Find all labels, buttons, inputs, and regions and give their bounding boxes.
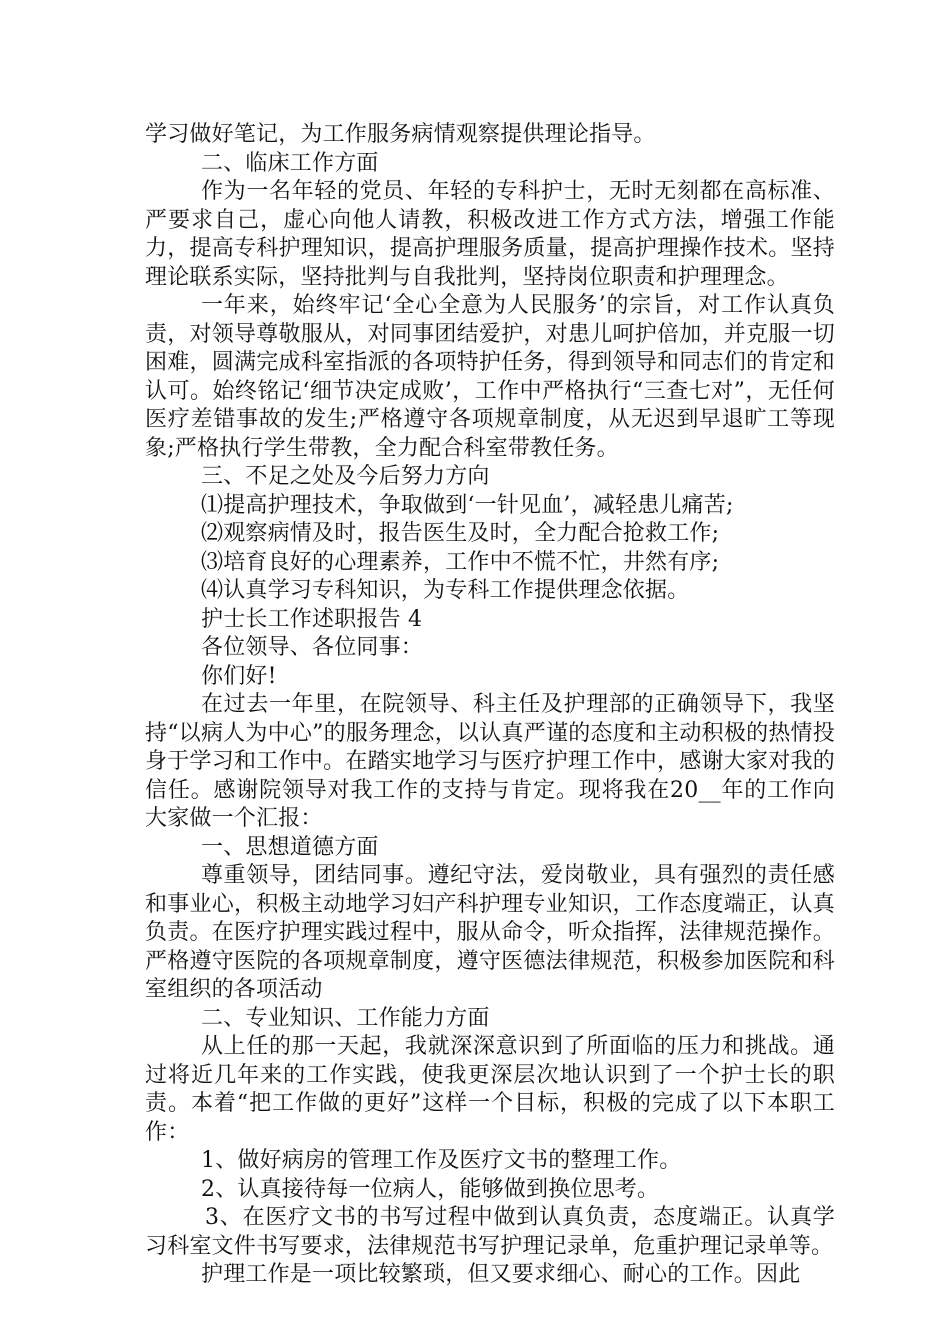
list-item: 2、认真接待每一位病人，能够做到换位思考。 [201, 1176, 660, 1202]
list-item: ⑵观察病情及时，报告医生及时，全力配合抢救工作; [201, 521, 720, 546]
paragraph: 学习做好笔记，为工作服务病情观察提供理论指导。 [145, 122, 656, 147]
section-heading: 一、思想道德方面 [201, 834, 379, 860]
paragraph: 尊重领导，团结同事。遵纪守法，爱岗敬业，具有强烈的责任感和事业心，积极主动地学习妇产科护理专业知识，工作态度端正，认真负责。在医疗护理实践过程中，服从命令，听众指挥，法律规范操作。严格遵守医院的各项规章制度，遵守医德法律规范，积极参加医院和科室组织的各项活动 [145, 863, 835, 1002]
list-item: ⑶培育良好的心理素养，工作中不慌不忙，井然有序; [201, 549, 720, 575]
list-item: 3、在医疗文书的书写过程中做到认真负责，态度端正。认真学习科室文件书写要求，法律规范书写护理记录单，危重护理记录单等。 [145, 1205, 835, 1259]
paragraph: 在过去一年里，在院领导、科主任及护理部的正确领导下，我坚持“以病人为中心”的服务理念，以认真严谨的态度和主动积极的热情投身于学习和工作中。在踏实地学习与医疗护理工作中，感谢大家对我的信任。感谢院领导对我工作的支持与肯定。现将我在20__年的工作向大家做一个汇报： [145, 692, 835, 831]
report-title: 护士长工作述职报告 4 [201, 606, 423, 632]
document-body [145, 121, 835, 1290]
list-item: 1、做好病房的管理工作及医疗文书的整理工作。 [201, 1148, 682, 1173]
paragraph: 从上任的那一天起，我就深深意识到了所面临的压力和挑战。通过将近几年来的工作实践，使我更深层次地认识到了一个护士长的职责。本着“把工作做的更好”这样一个目标，积极的完成了以下本职工作： [145, 1034, 835, 1145]
paragraph: 护理工作是一项比较繁琐，但又要求细心、耐心的工作。因此 [201, 1262, 801, 1287]
section-heading: 三、不足之处及今后努力方向 [201, 464, 490, 489]
greeting: 你们好! [201, 663, 277, 689]
salutation: 各位领导、各位同事： [201, 635, 424, 660]
paragraph: 作为一名年轻的党员、年轻的专科护士，无时无刻都在高标准、严要求自己，虚心向他人请教，积极改进工作方式方法，增强工作能力，提高专科护理知识，提高护理服务质量，提高护理操作技术。坚持理论联系实际，坚持批判与自我批判，坚持岗位职责和护理理念。 [145, 179, 835, 290]
section-heading: 二、临床工作方面 [201, 150, 379, 176]
list-item: ⑴提高护理技术，争取做到‘一针见血’，减轻患儿痛苦; [201, 492, 734, 518]
paragraph: 一年来，始终牢记‘全心全意为人民服务’的宗旨，对工作认真负责，对领导尊敬服从，对同事团结爱护，对患儿呵护倍加，并克服一切困难，圆满完成科室指派的各项特护任务，得到领导和同志们的肯定和认可。始终铭记‘细节决定成败’，工作中严格执行“三查七对”，无任何医疗差错事故的发生;严格遵守各项规章制度，从无迟到早退旷工等现象;严格执行学生带教，全力配合科室带教任务。 [145, 293, 835, 461]
list-item: ⑷认真学习专科知识，为专科工作提供理念依据。 [201, 578, 690, 603]
section-heading: 二、专业知识、工作能力方面 [201, 1005, 490, 1031]
